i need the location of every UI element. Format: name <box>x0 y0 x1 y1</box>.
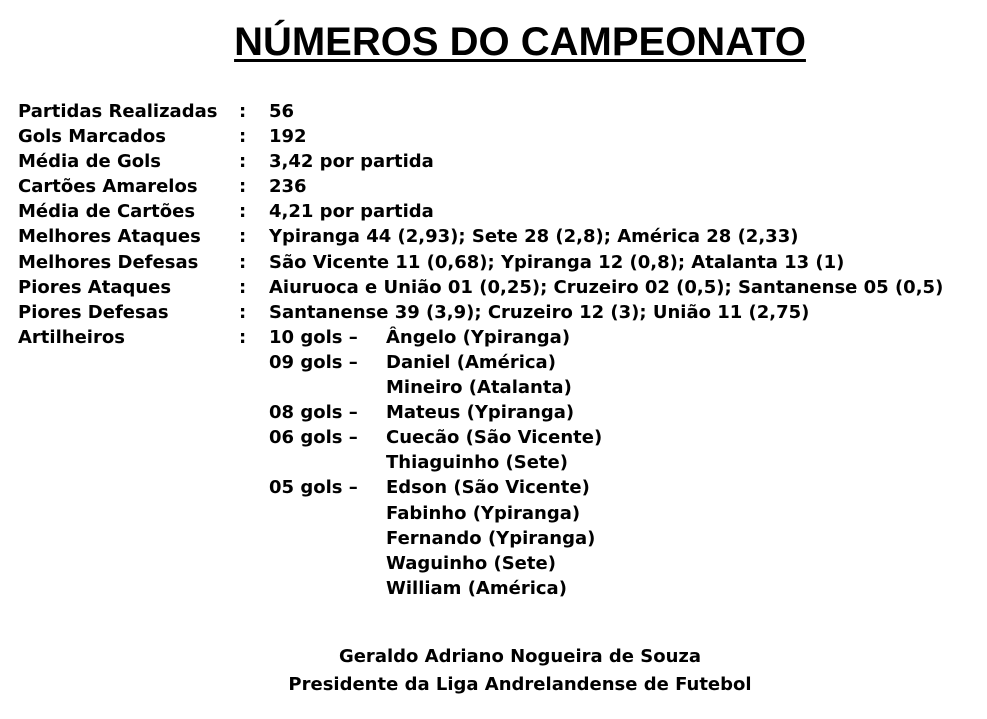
scorer-goals <box>269 526 386 551</box>
stat-value: Aiuruoca e União 01 (0,25); Cruzeiro 02 (0,5); Santanense 05 (0,5) <box>269 276 944 298</box>
scorer-goals: 09 gols – <box>269 351 358 373</box>
stat-separator: : <box>239 176 247 198</box>
scorer-player: Fabinho (Ypiranga) <box>386 502 581 524</box>
scorer-goals: 10 gols – <box>269 326 358 348</box>
stat-row <box>18 300 943 325</box>
stat-value: Ypiranga 44 (2,93); Sete 28 (2,8); América 28 (2,33) <box>269 226 799 248</box>
stat-label: Gols Marcados <box>18 126 167 148</box>
scorer-goals <box>269 375 386 400</box>
scorer-row <box>269 526 602 551</box>
stat-row <box>18 99 943 124</box>
stat-separator: : <box>239 151 247 173</box>
scorer-row <box>269 450 602 475</box>
stats-list <box>18 99 944 599</box>
stat-separator: : <box>239 326 247 348</box>
scorer-goals: 08 gols – <box>269 402 358 424</box>
scorer-row <box>269 350 602 375</box>
page-title-text: NÚMEROS DO CAMPEONATO <box>234 20 806 64</box>
stat-separator: : <box>239 201 247 223</box>
scorer-goals <box>269 551 386 576</box>
scorer-player: Mineiro (Atalanta) <box>386 377 572 399</box>
page-title <box>0 18 987 66</box>
scorer-goals <box>269 450 386 475</box>
scorer-row <box>269 576 602 601</box>
stat-label: Melhores Ataques <box>18 226 201 248</box>
stat-label: Piores Ataques <box>18 276 172 298</box>
stat-separator: : <box>239 126 247 148</box>
signature-block <box>0 643 987 699</box>
scorer-row <box>269 501 602 526</box>
stat-row <box>18 224 943 249</box>
stat-label: Cartões Amarelos <box>18 176 198 198</box>
scorer-player: Mateus (Ypiranga) <box>386 402 575 424</box>
stat-label: Média de Cartões <box>18 201 196 223</box>
stat-value: 4,21 por partida <box>269 201 434 223</box>
scorer-row <box>269 551 602 576</box>
stat-row <box>18 250 943 275</box>
stat-row <box>18 199 943 224</box>
scorer-row <box>269 425 602 450</box>
scorer-player: Waguinho (Sete) <box>386 552 556 574</box>
signature-role: Presidente da Liga Andrelandense de Futebol <box>288 674 752 695</box>
stat-value: Santanense 39 (3,9); Cruzeiro 12 (3); União 11 (2,75) <box>269 301 810 323</box>
scorer-goals: 06 gols – <box>269 427 358 449</box>
stat-separator: : <box>239 251 247 273</box>
scorers-section <box>18 325 943 599</box>
stat-value: São Vicente 11 (0,68); Ypiranga 12 (0,8); Atalanta 13 (1) <box>269 251 845 273</box>
signature-name: Geraldo Adriano Nogueira de Souza <box>338 646 702 667</box>
stat-label: Média de Gols <box>18 151 161 173</box>
stat-row <box>18 174 943 199</box>
stat-row <box>18 149 943 174</box>
stat-value: 236 <box>269 176 307 198</box>
scorer-player: Edson (São Vicente) <box>386 477 590 499</box>
scorer-row <box>269 325 602 350</box>
stat-row <box>18 275 943 300</box>
stat-value: 56 <box>269 101 295 122</box>
scorers-list <box>269 325 603 599</box>
scorer-player: Daniel (América) <box>386 351 556 373</box>
scorer-player: Thiaguinho (Sete) <box>386 452 568 474</box>
stat-separator: : <box>239 276 247 298</box>
scorer-player: Ângelo (Ypiranga) <box>386 326 571 348</box>
stat-separator: : <box>239 301 247 323</box>
scorer-goals <box>269 576 386 601</box>
scorer-player: Fernando (Ypiranga) <box>386 527 596 549</box>
stat-value: 3,42 por partida <box>269 151 434 173</box>
stat-separator: : <box>239 101 247 122</box>
stat-row <box>18 124 943 149</box>
stat-label: Partidas Realizadas <box>18 101 218 122</box>
scorer-row <box>269 375 602 400</box>
scorer-player: William (América) <box>386 577 567 599</box>
scorer-row <box>269 475 602 500</box>
stat-label: Piores Defesas <box>18 301 169 323</box>
scorer-player: Cuecão (São Vicente) <box>386 427 603 449</box>
stat-value: 192 <box>269 126 307 148</box>
scorer-goals <box>269 501 386 526</box>
scorers-label: Artilheiros <box>18 326 125 348</box>
stat-separator: : <box>239 226 247 248</box>
scorer-row <box>269 400 602 425</box>
scorer-goals: 05 gols – <box>269 477 358 499</box>
stat-label: Melhores Defesas <box>18 251 199 273</box>
